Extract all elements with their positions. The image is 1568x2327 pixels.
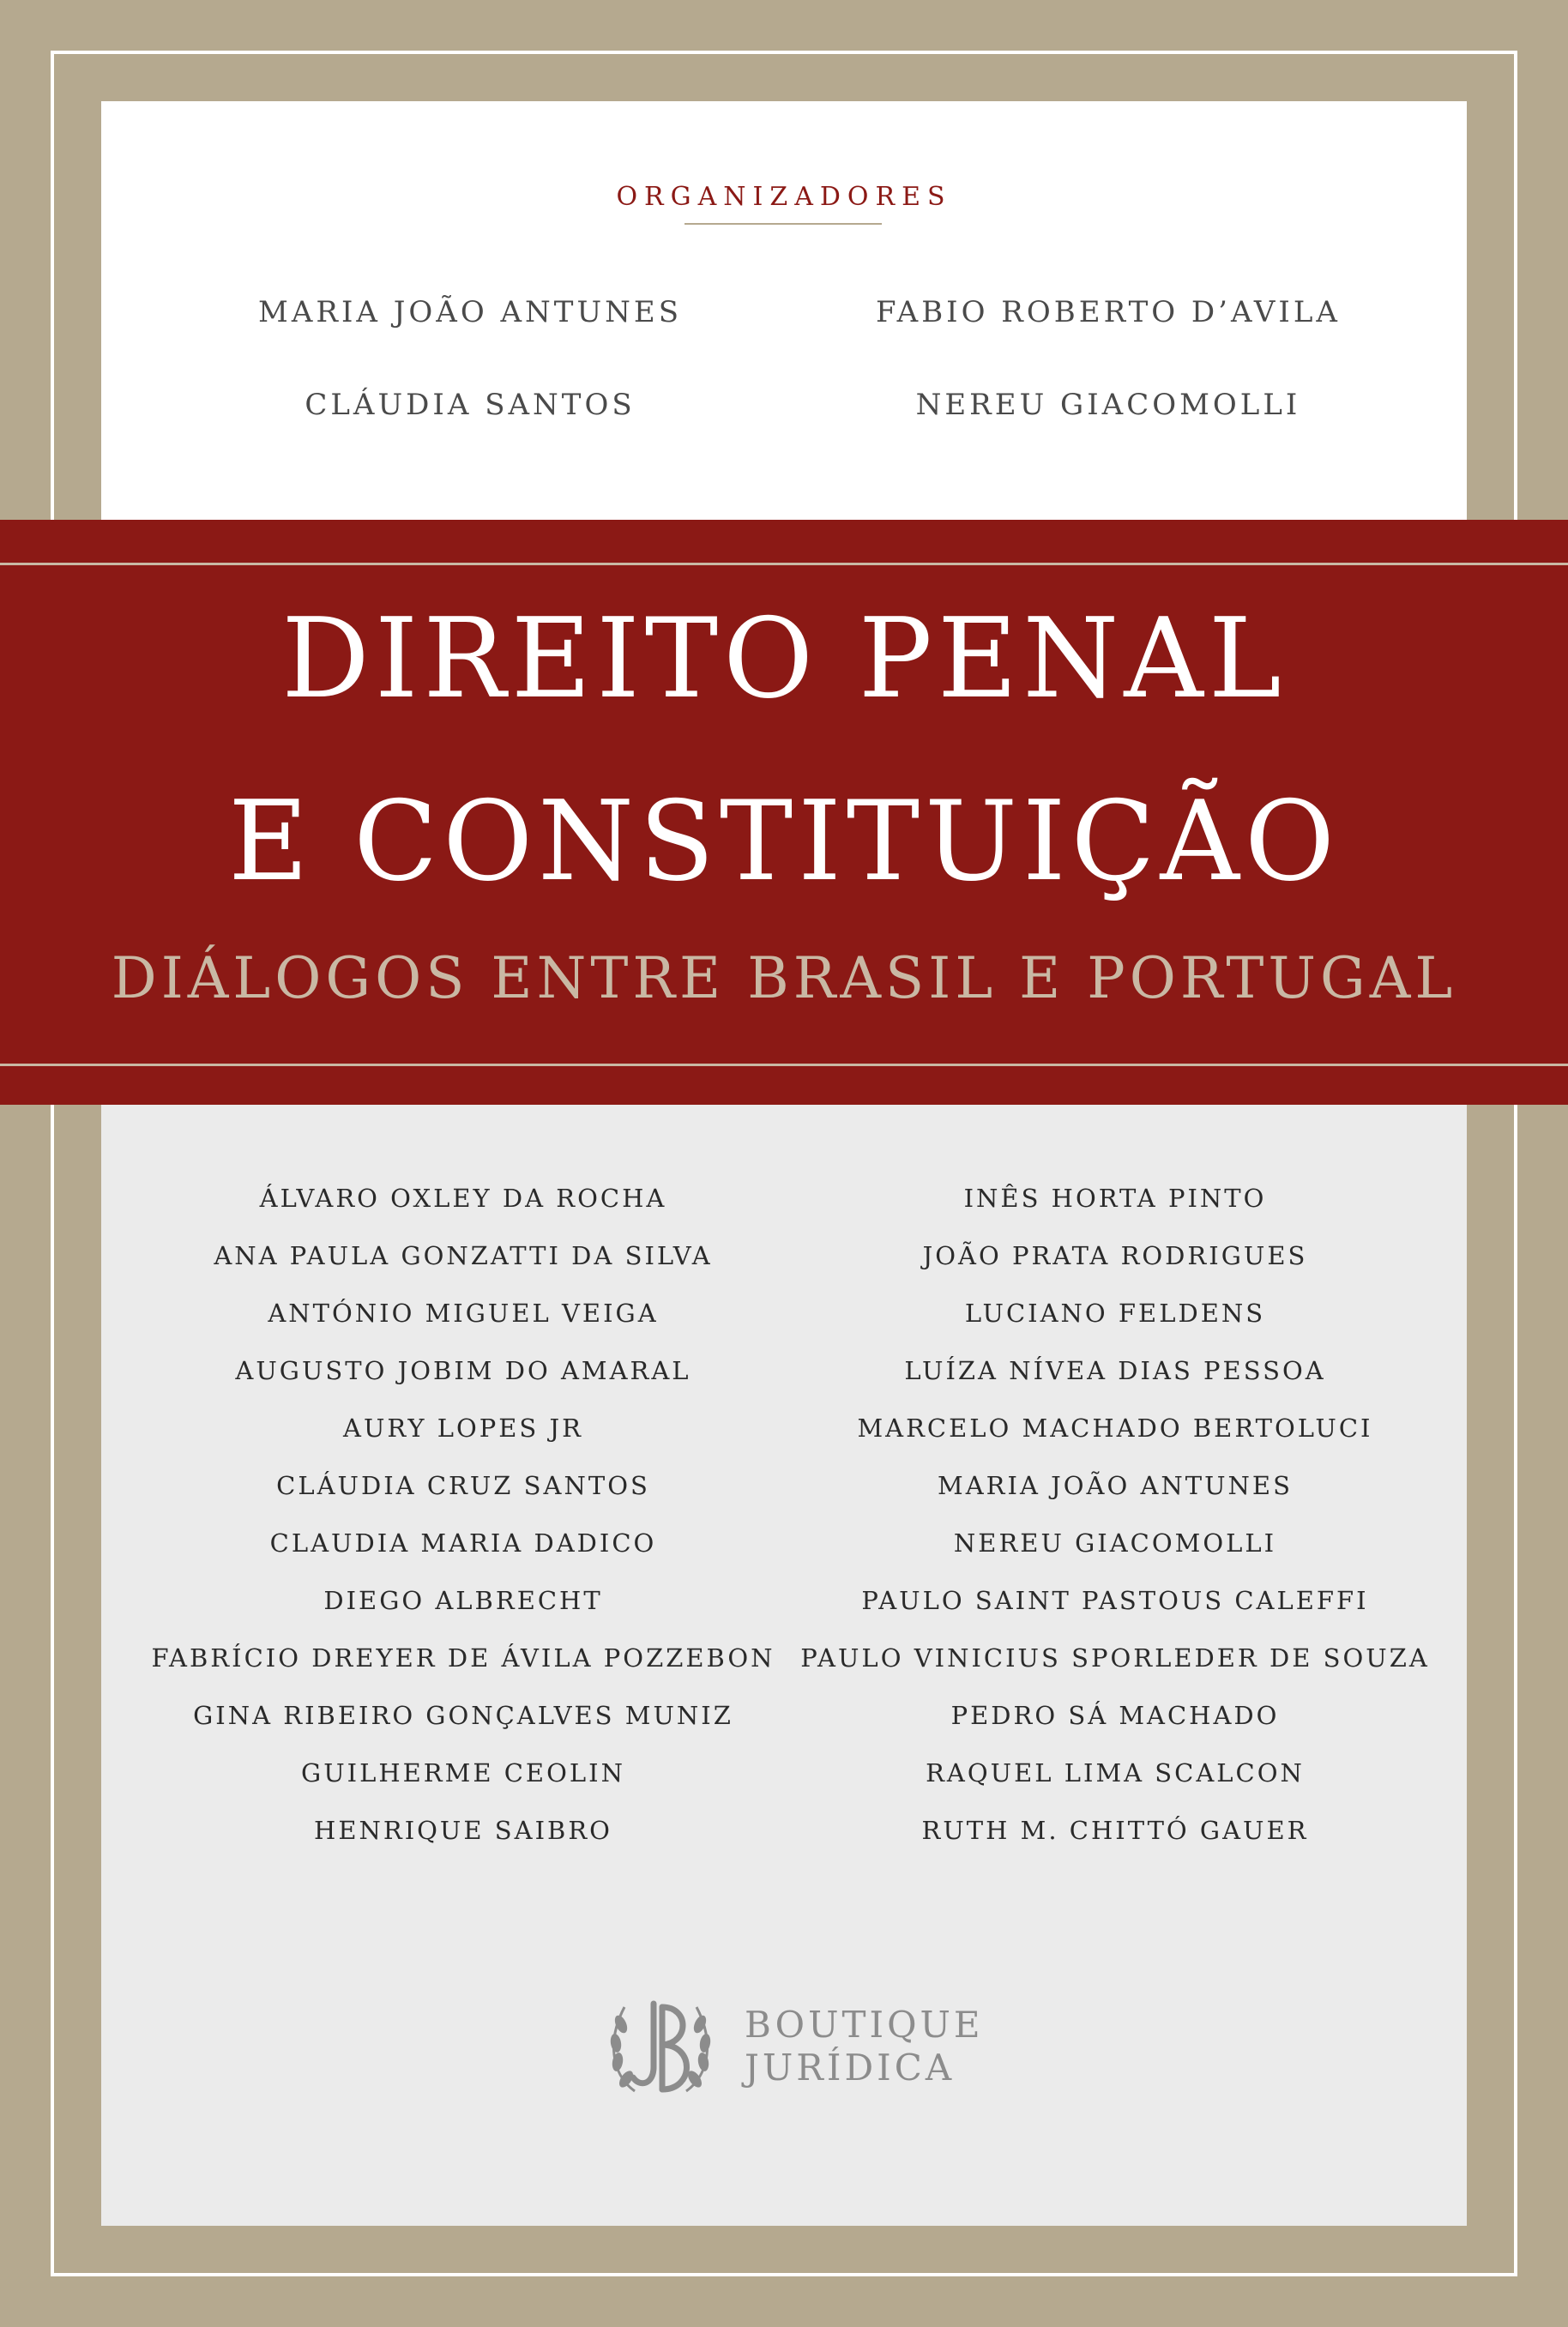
- author-name: AUGUSTO JOBIM DO AMARAL: [235, 1356, 691, 1385]
- author-name: PAULO VINICIUS SPORLEDER DE SOUZA: [800, 1643, 1430, 1673]
- author-name: FABRÍCIO DREYER DE ÁVILA POZZEBON: [151, 1643, 775, 1673]
- author-name: RUTH M. CHITTÓ GAUER: [921, 1816, 1309, 1845]
- author-name: MARCELO MACHADO BERTOLUCI: [857, 1414, 1373, 1443]
- author-name: AURY LOPES JR: [343, 1414, 583, 1443]
- organizer-name: NEREU GIACOMOLLI: [915, 388, 1301, 422]
- jb-laurel-monogram-icon: [600, 1988, 721, 2108]
- author-name: NEREU GIACOMOLLI: [953, 1528, 1277, 1558]
- author-name: DIEGO ALBRECHT: [323, 1586, 603, 1615]
- author-name: CLAUDIA MARIA DADICO: [269, 1528, 657, 1558]
- author-name: PAULO SAINT PASTOUS CALEFFI: [861, 1586, 1369, 1615]
- author-name: JOÃO PRATA RODRIGUES: [922, 1241, 1308, 1270]
- author-name: GINA RIBEIRO GONÇALVES MUNIZ: [193, 1701, 733, 1730]
- author-name: ANTÓNIO MIGUEL VEIGA: [268, 1299, 659, 1328]
- author-name: ÁLVARO OXLEY DA ROCHA: [259, 1184, 667, 1213]
- book-subtitle: DIÁLOGOS ENTRE BRASIL E PORTUGAL: [111, 945, 1457, 1011]
- author-name: INÊS HORTA PINTO: [963, 1184, 1267, 1213]
- author-name: LUCIANO FELDENS: [964, 1299, 1266, 1328]
- author-name: GUILHERME CEOLIN: [301, 1758, 625, 1787]
- author-name: MARIA JOÃO ANTUNES: [938, 1471, 1293, 1500]
- publisher-logo: [600, 1988, 984, 2108]
- organizer-name: FABIO ROBERTO D’AVILA: [876, 295, 1341, 329]
- author-name: LUÍZA NÍVEA DIAS PESSOA: [904, 1356, 1326, 1385]
- banner-rule-bottom: [0, 1064, 1568, 1066]
- publisher-name-line-1: BOUTIQUE: [745, 2004, 984, 2046]
- book-title-line-2: E CONSTITUIÇÃO: [228, 778, 1340, 906]
- book-title-line-1: DIREITO PENAL: [281, 595, 1287, 723]
- author-name: CLÁUDIA CRUZ SANTOS: [276, 1471, 650, 1500]
- author-name: RAQUEL LIMA SCALCON: [926, 1758, 1305, 1787]
- publisher-name-line-2: JURÍDICA: [745, 2047, 956, 2089]
- author-name: HENRIQUE SAIBRO: [314, 1816, 612, 1845]
- organizer-name: CLÁUDIA SANTOS: [305, 388, 636, 422]
- banner-rule-top: [0, 563, 1568, 565]
- organizers-rule: [684, 223, 882, 225]
- organizers-label: ORGANIZADORES: [616, 182, 952, 212]
- author-name: PEDRO SÁ MACHADO: [950, 1701, 1280, 1730]
- authors-list-right: [729, 1184, 1501, 1873]
- author-name: ANA PAULA GONZATTI DA SILVA: [214, 1241, 713, 1270]
- organizer-name: MARIA JOÃO ANTUNES: [258, 295, 682, 329]
